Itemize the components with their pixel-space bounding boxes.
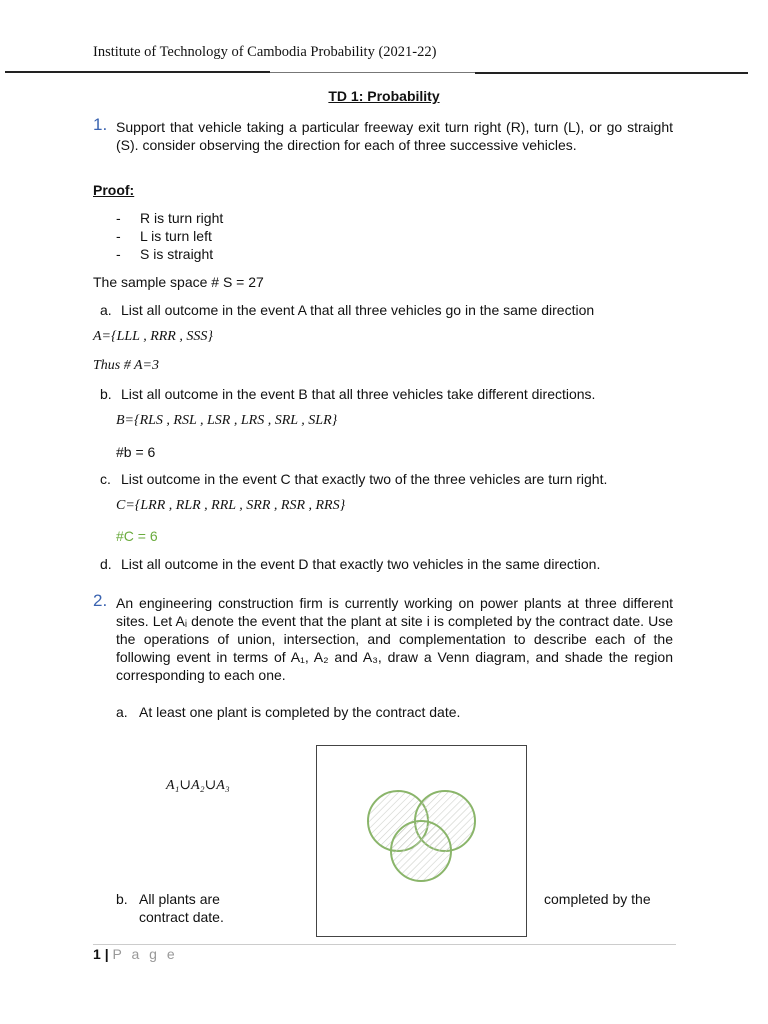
venn-diagram-svg <box>317 746 526 936</box>
header-rule-middle <box>270 72 475 73</box>
footer-rule <box>93 944 676 945</box>
question-2-text: An engineering construction firm is currently working on power plants at three different sites. Let Aᵢ denote the event that the plant at site i is completed by the contract date. Use the operations of union, intersection, and complementation to describe each of the following event in terms of A₁, A₂ and A₃, draw a Venn diagram, and shade the region corresponding to each one. <box>116 595 673 683</box>
part-2a-text: At least one plant is completed by the contract date. <box>139 704 461 720</box>
header-rule-right <box>475 72 748 74</box>
event-b-set: B={RLS , RSL , LSR , LRS , SRL , SLR} <box>116 413 338 428</box>
part-1d-text: List all outcome in the event D that exactly two vehicles in the same direction. <box>121 556 601 572</box>
definition-dash: - <box>116 228 121 244</box>
event-c-set: C={LRR , RLR , RRL , SRR , RSR , RRS} <box>116 498 346 513</box>
event-a-count: Thus # A=3 <box>93 358 159 373</box>
definition-dash: - <box>116 246 121 262</box>
event-c-count: #C = 6 <box>116 528 158 544</box>
part-2b-text-right: completed by the <box>544 891 651 907</box>
part-2b-text-continued: contract date. <box>139 909 224 925</box>
page-footer <box>93 946 178 962</box>
part-2b-text-left: All plants are <box>139 891 220 907</box>
definition-s: S is straight <box>140 246 214 262</box>
definition-l: L is turn left <box>140 228 212 244</box>
part-1d-label: d. <box>100 556 112 572</box>
part-1b-label: b. <box>100 386 112 402</box>
document-header: Institute of Technology of Cambodia Probability (2021-22) <box>93 44 437 60</box>
part-2b-label: b. <box>116 891 128 907</box>
proof-label: Proof: <box>93 182 135 198</box>
event-a-set: A={LLL , RRR , SSS} <box>93 329 213 344</box>
header-rule-left <box>5 71 270 73</box>
question-1-text: Support that vehicle taking a particular freeway exit turn right (R), turn (L), or go straight (S). consider observing the direction for each of three successive vehicles. <box>116 119 673 153</box>
sample-space: The sample space # S = 27 <box>93 274 264 290</box>
footer-separator: | <box>104 946 109 962</box>
part-1c-label: c. <box>100 471 111 487</box>
question-2-number: 2. <box>93 591 108 610</box>
page-title-text: TD 1: Probability <box>328 88 440 104</box>
union-expression: A₁∪A₂∪A₃ <box>166 778 230 793</box>
page-label: P a g e <box>112 946 178 962</box>
definition-r: R is turn right <box>140 210 224 226</box>
part-2a-label: a. <box>116 704 128 720</box>
page-title <box>0 88 768 104</box>
venn-circle-a3 <box>391 821 451 881</box>
part-1a-text: List all outcome in the event A that all three vehicles go in the same direction <box>121 302 595 318</box>
definition-dash: - <box>116 210 121 226</box>
event-b-count: #b = 6 <box>116 444 156 460</box>
question-1-number: 1. <box>93 115 108 134</box>
part-1c-text: List outcome in the event C that exactly two of the three vehicles are turn right. <box>121 471 608 487</box>
page-number: 1 <box>93 946 101 962</box>
venn-diagram <box>316 745 527 937</box>
part-1b-text: List all outcome in the event B that all three vehicles take different directions. <box>121 386 596 402</box>
part-1a-label: a. <box>100 302 112 318</box>
